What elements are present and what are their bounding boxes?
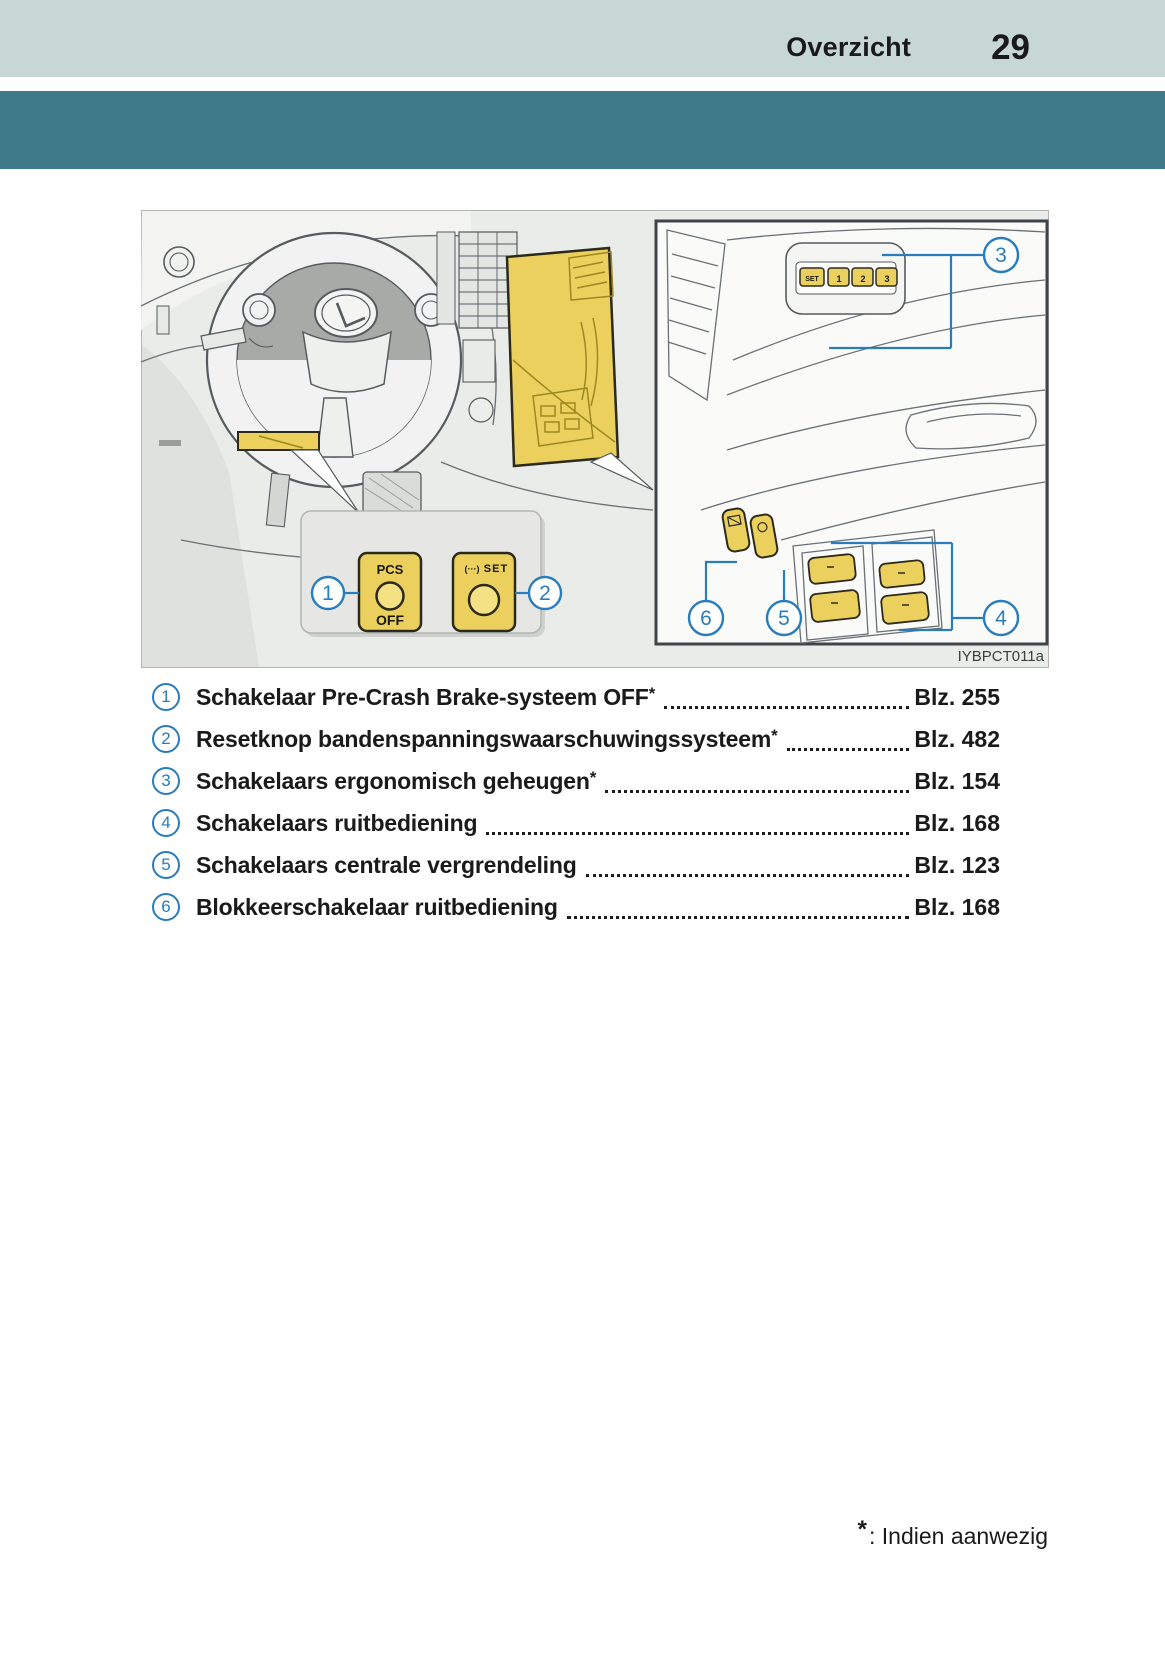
item-label: Schakelaars centrale vergrendeling [196, 851, 577, 878]
tpms-set-button [453, 553, 515, 631]
svg-text:3: 3 [995, 244, 1007, 267]
seat-memory-panel [786, 243, 905, 314]
item-pageref: Blz. 482 [914, 725, 1000, 752]
switch-detail-inset [301, 511, 545, 637]
svg-text:2: 2 [539, 582, 551, 605]
svg-text:PCS: PCS [376, 562, 404, 577]
legend-item-6 [152, 886, 1000, 928]
wheel-lower-spoke [317, 398, 353, 457]
chapter-color-band [0, 91, 1165, 169]
footnote [858, 1516, 1048, 1550]
item-pageref: Blz. 154 [914, 767, 1000, 794]
item-number-badge: 1 [152, 683, 180, 711]
callout-1 [312, 577, 344, 609]
item-label: Blokkeerschakelaar ruitbediening [196, 893, 558, 920]
item-pageref: Blz. 123 [914, 851, 1000, 878]
leader-dots [605, 790, 909, 793]
leader-dots [664, 706, 909, 709]
figure-watermark: IYBPCT011a [957, 648, 1044, 665]
svg-text:6: 6 [700, 607, 712, 630]
asterisk: * [648, 683, 656, 703]
legend-item-4 [152, 802, 1000, 844]
callout-5 [767, 601, 801, 635]
cockpit-illustration-svg [141, 210, 1049, 668]
asterisk: * [589, 767, 597, 787]
leader-dots [787, 748, 910, 751]
svg-text:3: 3 [884, 274, 890, 284]
asterisk: * [771, 725, 778, 745]
svg-text:OFF: OFF [376, 612, 404, 628]
callout-4 [984, 601, 1018, 635]
section-title: Overzicht [786, 32, 912, 62]
item-label: Schakelaars ruitbediening [196, 809, 478, 836]
callout-6 [689, 601, 723, 635]
cockpit-illustration [141, 210, 1049, 668]
item-number-badge: 6 [152, 893, 180, 921]
tpms-icon: (···) [464, 564, 480, 574]
svg-text:1: 1 [322, 582, 334, 605]
svg-text:1: 1 [836, 274, 842, 284]
callout-3 [984, 238, 1018, 272]
item-label: Schakelaar Pre-Crash Brake-systeem OFF* [196, 683, 656, 710]
lexus-logo [315, 289, 377, 337]
leader-dots [586, 874, 910, 877]
door-panel-inset [656, 221, 1047, 644]
svg-text:2: 2 [860, 274, 866, 284]
item-number-badge: 2 [152, 725, 180, 753]
item-label: Schakelaars ergonomisch geheugen* [196, 767, 597, 794]
item-pageref: Blz. 168 [914, 893, 1000, 920]
legend-item-5 [152, 844, 1000, 886]
item-pageref: Blz. 255 [914, 683, 1000, 710]
item-number-badge: 3 [152, 767, 180, 795]
callout-2 [529, 577, 561, 609]
item-pageref: Blz. 168 [914, 809, 1000, 836]
window-switch-3 [879, 560, 925, 588]
svg-text:4: 4 [995, 607, 1007, 630]
legend-item-3 [152, 760, 1000, 802]
item-number-badge: 5 [152, 851, 180, 879]
window-switch-2 [810, 590, 861, 623]
pcs-off-button [359, 553, 421, 631]
svg-text:SET: SET [805, 276, 819, 283]
legend-item-1 [152, 676, 1000, 718]
window-switch-4 [881, 592, 930, 625]
item-label: Resetknop bandenspanningswaarschuwingssysteem* [196, 725, 778, 752]
footnote-text: : Indien aanwezig [868, 1523, 1048, 1549]
item-number-badge: 4 [152, 809, 180, 837]
svg-text:5: 5 [778, 607, 790, 630]
header-band [0, 0, 1165, 77]
window-switch-1 [808, 554, 856, 585]
leader-dots [567, 916, 910, 919]
page-number: 29 [991, 27, 1030, 67]
svg-text:SET: SET [483, 563, 509, 575]
legend-item-2 [152, 718, 1000, 760]
legend-list [152, 676, 1000, 928]
door-switch-highlight-panel [507, 248, 618, 466]
leader-dots [486, 832, 909, 835]
footnote-asterisk: * [857, 1516, 867, 1543]
